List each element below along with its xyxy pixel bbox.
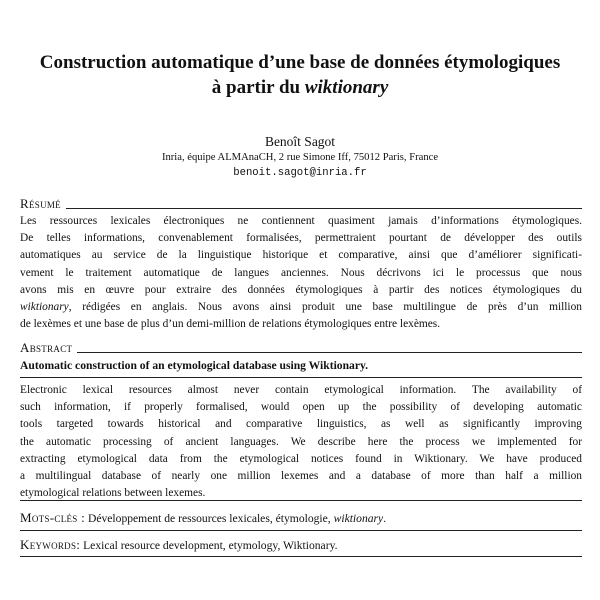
resume-line [20,299,582,316]
motscles-label: Mots-clés : [20,510,86,525]
keywords-text: Lexical resource development, etymology, Wiktionary. [80,539,338,552]
resume-paragraph [20,213,582,333]
abstract-heading-label: Abstract [20,340,73,355]
title-line-2-italic: wiktionary [304,77,389,98]
resume-heading [20,197,582,211]
motscles-italic: wiktionary [333,512,384,525]
abstract-english-title: Automatic construction of an etymological database using Wiktionary. [20,359,369,372]
resume-heading-rule [66,208,582,209]
resume-line: de lexèmes et une base de plus d’un demi-million de relations étymologiques entre lexèmes. [20,318,441,331]
resume-line: avons mis en œuvre pour extraire des données étymologiques à partir des notices étymologiques du [20,283,582,296]
abstract-line: extracting etymological data from the etymological notices found in Wiktionary. We have produced [20,452,582,465]
resume-line-italic: wiktionary [20,301,69,314]
abstract-title-rule [20,377,582,378]
motscles-text: Développement de ressources lexicales, étymologie, [85,512,334,525]
abstract-line: Electronic lexical resources almost never contain etymological information. The availability of [20,384,582,396]
author-affiliation: Inria, équipe ALMAnaCH, 2 rue Simone Iff, 75012 Paris, France [161,152,439,163]
resume-heading-label: Résumé [20,196,61,211]
title-line-1: Construction automatique d’une base de données étymologiques [39,52,561,73]
keywords-line [20,537,582,553]
author-email: benoit.sagot@inria.fr [233,167,367,179]
motscles-line [20,510,582,526]
paper-title [10,50,590,100]
title-line-2 [10,75,590,100]
keywords-label: Keywords: [20,537,81,552]
resume-line: De telles informations, convenablement formalisées, permettraient pourtant de développer des outils [20,232,582,245]
abstract-end-rule [20,500,582,501]
abstract-line: tools targeted towards historical and comparative linguistics, as well as significantly improving [20,418,582,431]
abstract-paragraph [20,382,582,502]
resume-line-rest: , rédigées en anglais. Nous avons ainsi produit une base multilingue de près d’un million [68,301,582,314]
resume-line: automatiques au service de la linguistique historique et comparative, ainsi que d’améliorer significati- [20,249,582,262]
motscles-rule [20,530,582,531]
abstract-line: etymological relations between lexemes. [20,487,206,500]
author-name: Benoît Sagot [264,134,336,149]
abstract-heading-rule [77,352,582,353]
resume-line: vement le traitement automatique de langues anciennes. Nous décrivons ici le processus que nous [20,266,582,279]
resume-line: Les ressources lexicales électroniques ne contiennent quasiment jamais d’informations étymologiques. [20,215,582,227]
abstract-heading [20,341,582,355]
abstract-line: the automatic processing of ancient languages. We describe here the process we implemented for [20,435,582,448]
abstract-line: such information, if properly formalised, would open up the possibility of developing automatic [20,401,582,414]
abstract-line: a multilingual database of nearly one million lexemes and a database of more than half a million [20,470,582,483]
keywords-rule [20,556,582,557]
motscles-end: . [383,512,387,525]
title-line-2-prefix: à partir du [211,77,305,98]
